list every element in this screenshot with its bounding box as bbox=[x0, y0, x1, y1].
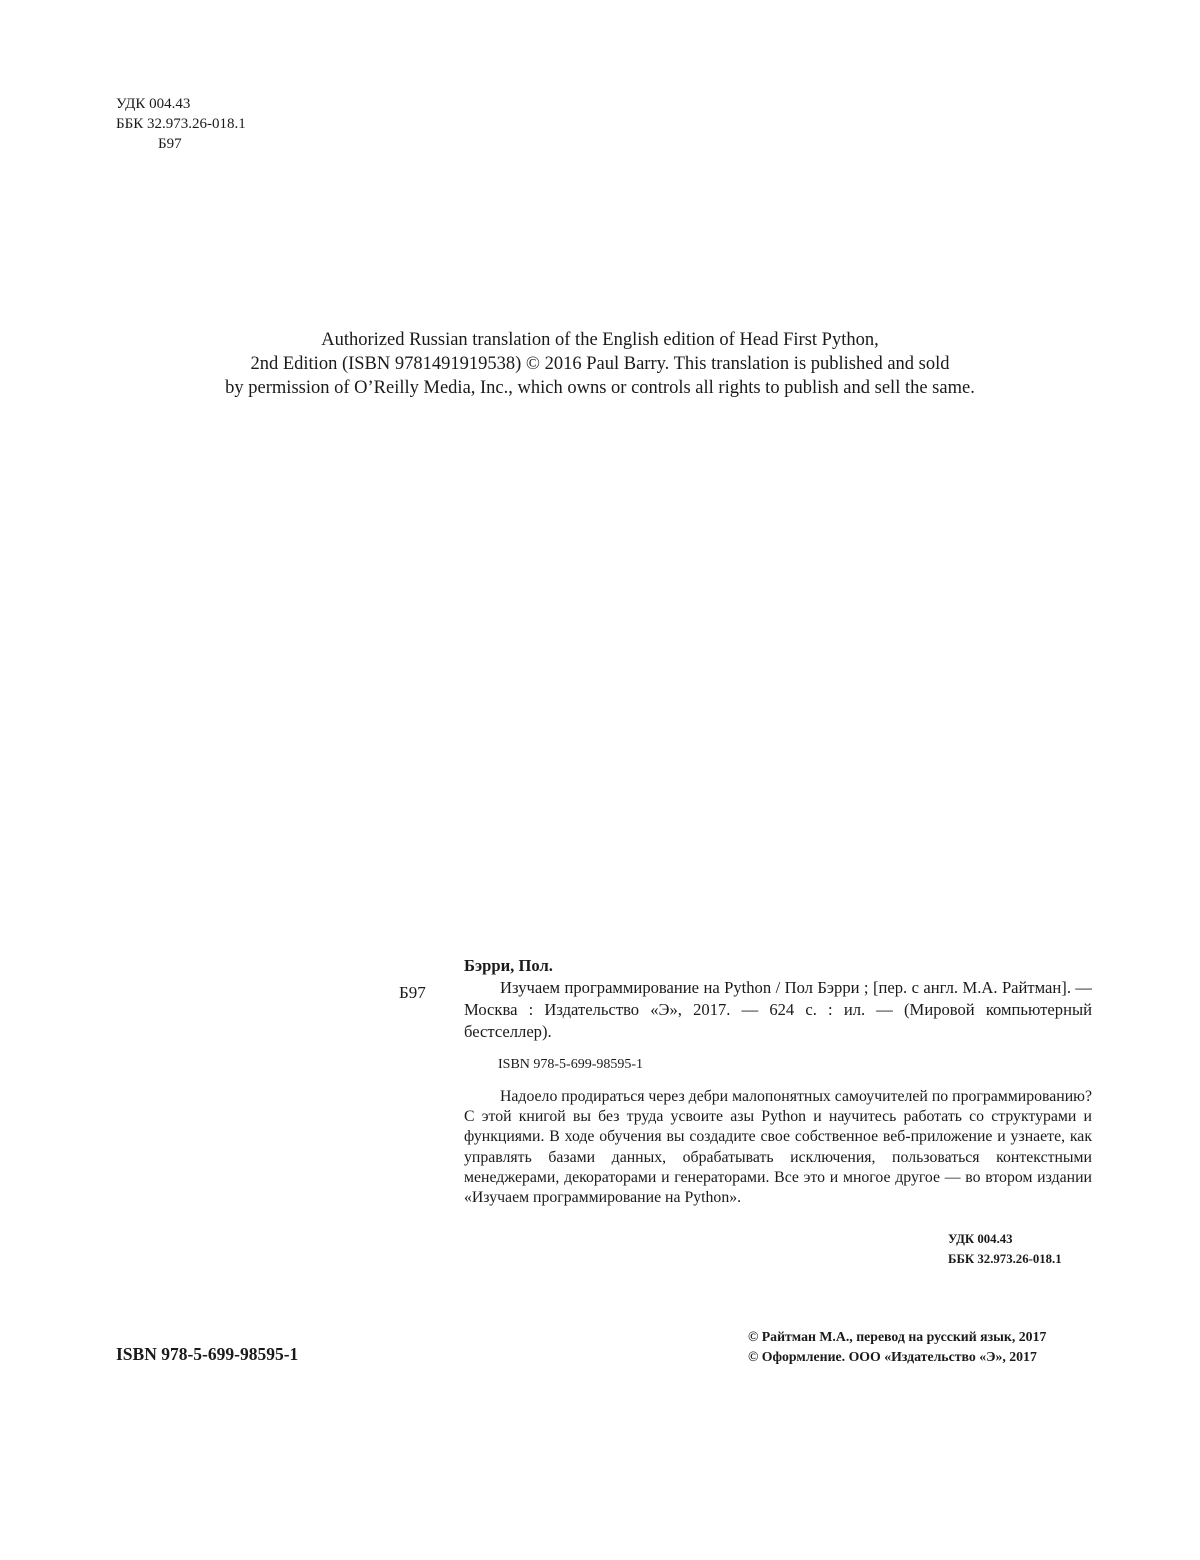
bbk-code: ББК 32.973.26-018.1 bbox=[116, 116, 246, 132]
card-isbn: ISBN 978-5-699-98595-1 bbox=[498, 1057, 644, 1072]
card-description: Изучаем программирование на Python / Пол Бэрри ; [пер. с англ. М.А. Райтман]. — Москва : Издательство «Э», 2017. — 624 с. : ил. — (Мировой компьютерный бестселлер). bbox=[464, 978, 1092, 1041]
card-annotation: Надоело продираться через дебри малопонятных самоучителей по программированию? С этой книгой вы без труда усвоите азы Python и научитесь работать со структурами и функциями. В ходе обучения вы создадите свое собственное веб-приложение и узнаете, как управлять базами данных, обрабатывать исключения, пользоваться контекстными менеджерами, декораторами и генераторами. Все это и многое другое — во втором издании «Изучаем программирование на Python». bbox=[464, 1088, 1092, 1207]
udk-code: УДК 004.43 bbox=[116, 96, 191, 112]
notice-line-2: 2nd Edition (ISBN 9781491919538) © 2016 Paul Barry. This translation is published and sold bbox=[250, 354, 950, 374]
notice-line-1: Authorized Russian translation of the English edition of Head First Python, bbox=[321, 330, 879, 350]
card-author: Бэрри, Пол. bbox=[464, 956, 553, 975]
catalog-card bbox=[464, 955, 1092, 1208]
catalog-card-code: Б97 bbox=[399, 983, 426, 1002]
copyright-translation: © Райтман М.А., перевод на русский язык, 2017 bbox=[748, 1329, 1047, 1344]
notice-line-3: by permission of O’Reilly Media, Inc., which owns or controls all rights to publish and sell the same. bbox=[225, 378, 975, 398]
isbn-bottom: ISBN 978-5-699-98595-1 bbox=[116, 1344, 299, 1364]
card-bbk-code: ББК 32.973.26-018.1 bbox=[948, 1252, 1062, 1266]
udk-block-top bbox=[116, 94, 246, 154]
udk-block-bottom bbox=[948, 1229, 1062, 1269]
author-sign-code: Б97 bbox=[158, 136, 182, 152]
card-udk-code: УДК 004.43 bbox=[948, 1232, 1013, 1246]
copyright-block bbox=[748, 1327, 1046, 1367]
authorized-translation-notice bbox=[150, 328, 1050, 400]
copyright-design: © Оформление. ООО «Издательство «Э», 2017 bbox=[748, 1349, 1037, 1364]
